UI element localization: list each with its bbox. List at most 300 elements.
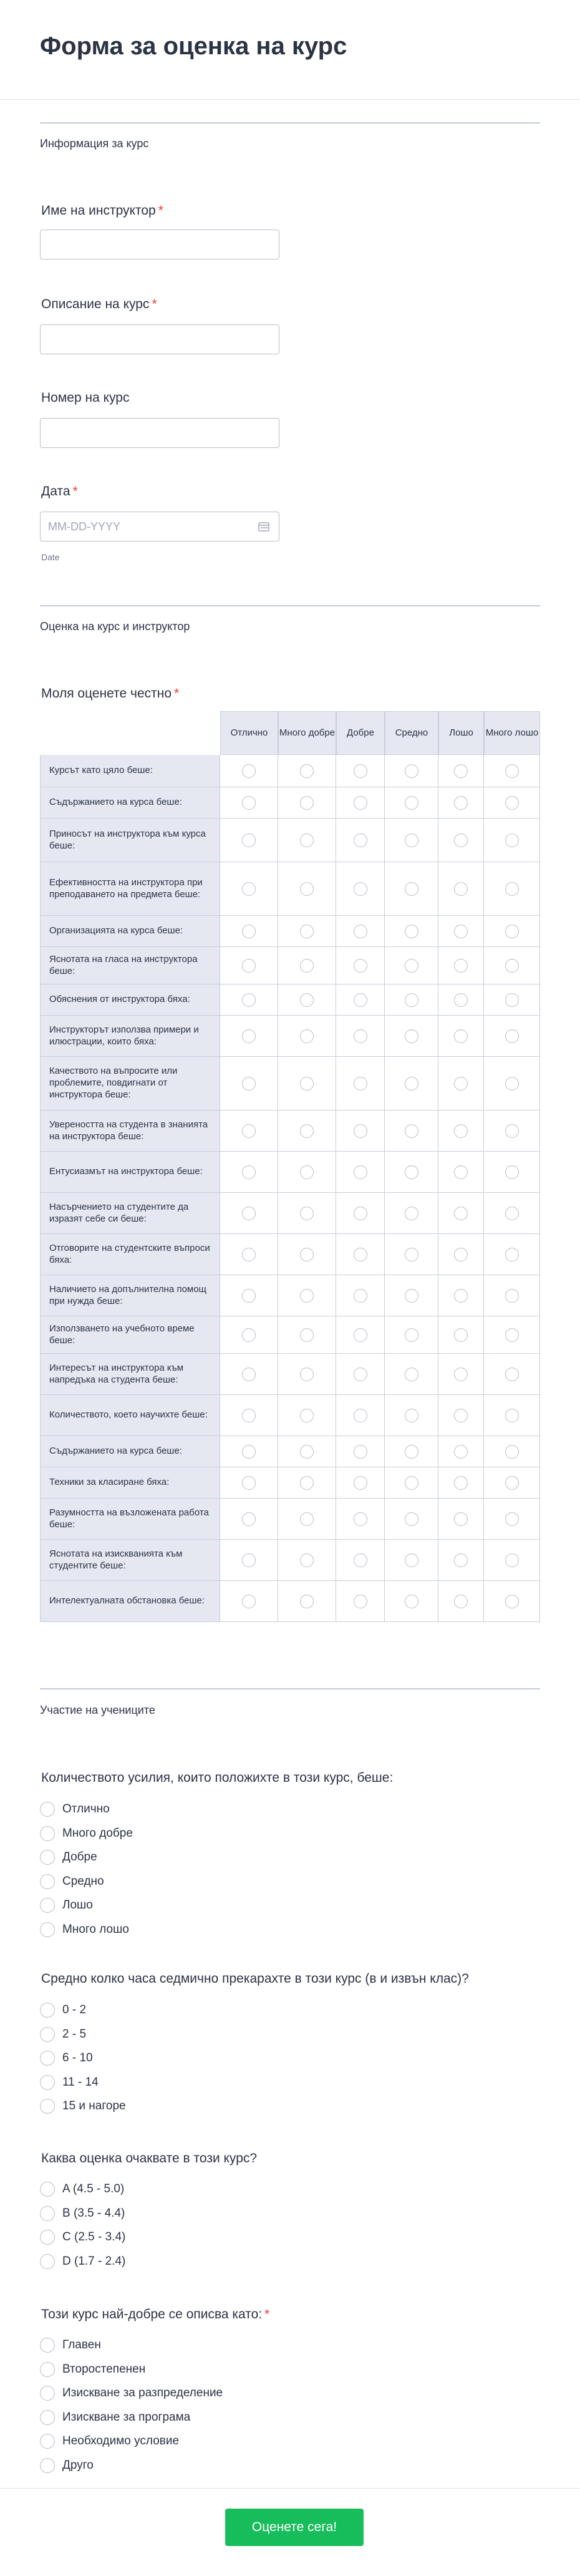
radio-option-label: 2 - 5 [62, 2027, 87, 2041]
matrix-column-header: Много лошо [484, 711, 540, 755]
question-label: Този курс най-добре се описва като: * [41, 2307, 270, 2321]
matrix-cell [220, 916, 278, 947]
radio-option-label: 15 и нагоре [62, 2099, 126, 2112]
radio-button[interactable] [40, 1922, 55, 1937]
matrix-radio[interactable] [405, 796, 418, 810]
radio-button[interactable] [40, 2338, 55, 2353]
date-input[interactable] [40, 512, 279, 542]
matrix-radio[interactable] [242, 882, 256, 896]
matrix-cell [220, 787, 278, 819]
matrix-cell [220, 1234, 278, 1275]
radio-option-label: Средно [62, 1874, 104, 1888]
matrix-radio[interactable] [300, 1512, 314, 1526]
matrix-cell [336, 947, 385, 984]
matrix-radio[interactable] [505, 1248, 519, 1261]
matrix-radio[interactable] [300, 1248, 314, 1261]
matrix-radio[interactable] [300, 925, 314, 938]
matrix-cell [220, 862, 278, 916]
matrix-column-header: Много добре [278, 711, 336, 755]
matrix-radio[interactable] [354, 1165, 367, 1179]
matrix-radio[interactable] [354, 764, 367, 778]
radio-button[interactable] [40, 1874, 55, 1889]
matrix-cell [336, 787, 385, 819]
matrix-radio[interactable] [454, 796, 468, 810]
radio-option-label: Много добре [62, 1826, 133, 1840]
matrix-cell [484, 1395, 540, 1436]
required-mark: * [152, 297, 157, 311]
matrix-cell [278, 1354, 336, 1395]
matrix-cell [438, 1275, 484, 1316]
radio-option[interactable] [40, 1920, 129, 1939]
matrix-radio[interactable] [405, 1553, 418, 1567]
matrix-radio[interactable] [505, 1207, 519, 1220]
matrix-radio[interactable] [454, 1029, 468, 1043]
radio-option[interactable] [40, 1872, 104, 1891]
matrix-radio[interactable] [454, 1409, 468, 1422]
matrix-radio[interactable] [354, 1476, 367, 1490]
matrix-radio[interactable] [405, 1248, 418, 1261]
matrix-label: Моля оценете честно * [41, 686, 180, 701]
matrix-radio[interactable] [300, 1207, 314, 1220]
matrix-radio[interactable] [354, 882, 367, 896]
matrix-cell [220, 1016, 278, 1057]
radio-option[interactable] [40, 2228, 125, 2247]
matrix-radio[interactable] [405, 1328, 418, 1342]
matrix-radio[interactable] [300, 1476, 314, 1490]
matrix-cell [278, 1193, 336, 1234]
matrix-radio[interactable] [242, 834, 256, 847]
matrix-cell [278, 1540, 336, 1581]
matrix-radio[interactable] [354, 1553, 367, 1567]
matrix-radio[interactable] [242, 1368, 256, 1381]
matrix-radio[interactable] [354, 1124, 367, 1138]
required-mark: * [174, 686, 180, 701]
matrix-radio[interactable] [505, 1512, 519, 1526]
radio-button[interactable] [40, 2206, 55, 2221]
matrix-row-label: Интересът на инструктора към напредъка на студента беше: [40, 1354, 220, 1395]
matrix-radio[interactable] [454, 959, 468, 973]
matrix-radio[interactable] [405, 834, 418, 847]
required-mark: * [158, 203, 163, 218]
matrix-cell [484, 916, 540, 947]
matrix-row-label: Съдържанието на курса беше: [40, 1436, 220, 1467]
matrix-radio[interactable] [505, 1553, 519, 1567]
course-number-label: Номер на курс [41, 391, 130, 405]
matrix-cell [484, 1316, 540, 1354]
matrix-radio[interactable] [454, 1328, 468, 1342]
matrix-row-label: Яснотата на гласа на инструктора беше: [40, 947, 220, 984]
radio-option[interactable] [40, 2408, 190, 2427]
radio-button[interactable] [40, 2003, 55, 2018]
matrix-radio[interactable] [454, 1553, 468, 1567]
matrix-radio[interactable] [454, 764, 468, 778]
matrix-radio[interactable] [354, 925, 367, 938]
matrix-radio[interactable] [405, 764, 418, 778]
matrix-radio[interactable] [454, 1476, 468, 1490]
matrix-radio[interactable] [505, 1165, 519, 1179]
matrix-radio[interactable] [354, 1445, 367, 1459]
course-description-label: Описание на курс * [41, 297, 157, 311]
matrix-radio[interactable] [405, 1445, 418, 1459]
required-mark: * [72, 484, 78, 498]
matrix-radio[interactable] [354, 1595, 367, 1608]
matrix-cell [484, 1581, 540, 1622]
matrix-cell [336, 819, 385, 862]
radio-option[interactable] [40, 2384, 223, 2403]
matrix-radio[interactable] [405, 1077, 418, 1091]
radio-button[interactable] [40, 2051, 55, 2066]
matrix-cell [438, 984, 484, 1016]
matrix-cell [385, 1354, 438, 1395]
matrix-row-label: Наличието на допълнителна помощ при нужда беше: [40, 1275, 220, 1316]
matrix-cell [336, 1436, 385, 1467]
course-number-input[interactable] [40, 418, 279, 448]
section-title-course-info: Информация за курс [40, 137, 149, 150]
matrix-cell [385, 1467, 438, 1499]
matrix-radio[interactable] [505, 1289, 519, 1303]
matrix-radio[interactable] [405, 1029, 418, 1043]
matrix-radio[interactable] [300, 796, 314, 810]
matrix-radio[interactable] [505, 764, 519, 778]
matrix-radio[interactable] [242, 1077, 256, 1091]
matrix-radio[interactable] [354, 834, 367, 847]
radio-option[interactable] [40, 2204, 125, 2223]
matrix-radio[interactable] [300, 1553, 314, 1567]
matrix-column-header: Отлично [220, 711, 278, 755]
matrix-radio[interactable] [354, 1077, 367, 1091]
radio-option[interactable] [40, 1800, 110, 1819]
radio-button[interactable] [40, 2386, 55, 2401]
matrix-cell [336, 1540, 385, 1581]
matrix-cell [220, 1395, 278, 1436]
radio-option-label: A (4.5 - 5.0) [62, 2182, 125, 2195]
matrix-cell [438, 1467, 484, 1499]
matrix-cell [385, 1152, 438, 1193]
question-label: Количеството усилия, които положихте в този курс, беше: [41, 1771, 394, 1785]
radio-button[interactable] [40, 2099, 55, 2114]
matrix-radio[interactable] [454, 1512, 468, 1526]
matrix-radio[interactable] [242, 1553, 256, 1567]
matrix-radio[interactable] [505, 1409, 519, 1422]
matrix-radio[interactable] [354, 1289, 367, 1303]
radio-option-label: Отлично [62, 1802, 110, 1815]
matrix-cell [484, 1193, 540, 1234]
matrix-cell [385, 1193, 438, 1234]
matrix-radio[interactable] [242, 959, 256, 973]
matrix-radio[interactable] [505, 882, 519, 896]
matrix-radio[interactable] [505, 834, 519, 847]
matrix-radio[interactable] [454, 993, 468, 1007]
matrix-radio[interactable] [354, 1207, 367, 1220]
matrix-radio[interactable] [405, 1595, 418, 1608]
matrix-cell [278, 1316, 336, 1354]
matrix-radio[interactable] [300, 764, 314, 778]
matrix-radio[interactable] [405, 1409, 418, 1422]
matrix-radio[interactable] [242, 1512, 256, 1526]
matrix-radio[interactable] [354, 1328, 367, 1342]
submit-button[interactable]: Оценете сега! [225, 2509, 364, 2546]
matrix-cell [385, 1057, 438, 1111]
matrix-radio[interactable] [354, 1029, 367, 1043]
matrix-cell [278, 862, 336, 916]
matrix-radio[interactable] [405, 1124, 418, 1138]
matrix-radio[interactable] [405, 1165, 418, 1179]
matrix-radio[interactable] [454, 1289, 468, 1303]
radio-button[interactable] [40, 2230, 55, 2245]
matrix-radio[interactable] [405, 993, 418, 1007]
radio-option[interactable] [40, 1824, 133, 1843]
matrix-radio[interactable] [242, 1445, 256, 1459]
matrix-radio[interactable] [454, 1248, 468, 1261]
radio-button[interactable] [40, 1826, 55, 1841]
matrix-radio[interactable] [242, 1328, 256, 1342]
matrix-radio[interactable] [505, 1476, 519, 1490]
matrix-radio[interactable] [505, 925, 519, 938]
matrix-cell [438, 1193, 484, 1234]
matrix-cell [278, 947, 336, 984]
matrix-radio[interactable] [405, 1289, 418, 1303]
matrix-radio[interactable] [300, 1124, 314, 1138]
matrix-radio[interactable] [354, 1409, 367, 1422]
radio-option-label: Необходимо условие [62, 2434, 180, 2447]
matrix-radio[interactable] [505, 1328, 519, 1342]
matrix-radio[interactable] [242, 1409, 256, 1422]
matrix-cell [220, 1152, 278, 1193]
radio-option[interactable] [40, 2456, 94, 2475]
radio-option[interactable] [40, 2049, 93, 2068]
matrix-radio[interactable] [242, 796, 256, 810]
matrix-cell [438, 916, 484, 947]
matrix-radio[interactable] [454, 1165, 468, 1179]
matrix-cell [336, 1581, 385, 1622]
matrix-radio[interactable] [505, 959, 519, 973]
radio-option-label: Главен [62, 2338, 101, 2351]
section-divider [40, 605, 540, 606]
matrix-cell [278, 1057, 336, 1111]
matrix-radio[interactable] [300, 882, 314, 896]
matrix-cell [385, 1111, 438, 1152]
matrix-radio[interactable] [300, 1165, 314, 1179]
matrix-radio[interactable] [405, 959, 418, 973]
matrix-radio[interactable] [454, 1124, 468, 1138]
matrix-radio[interactable] [300, 1445, 314, 1459]
radio-button[interactable] [40, 2434, 55, 2449]
matrix-cell [484, 787, 540, 819]
matrix-cell [278, 916, 336, 947]
radio-button[interactable] [40, 2027, 55, 2042]
matrix-cell [484, 1467, 540, 1499]
matrix-radio[interactable] [454, 834, 468, 847]
radio-button[interactable] [40, 1850, 55, 1865]
matrix-cell [484, 1152, 540, 1193]
radio-option-label: Друго [62, 2458, 94, 2472]
matrix-cell [385, 1275, 438, 1316]
matrix-radio[interactable] [405, 1476, 418, 1490]
radio-option[interactable] [40, 2432, 179, 2451]
instructor-name-label: Име на инструктор * [41, 203, 163, 218]
matrix-radio[interactable] [242, 1595, 256, 1608]
matrix-cell [278, 1436, 336, 1467]
instructor-name-input[interactable] [40, 230, 279, 260]
matrix-radio[interactable] [354, 1248, 367, 1261]
matrix-radio[interactable] [354, 1368, 367, 1381]
matrix-radio[interactable] [300, 1595, 314, 1608]
radio-option-label: Много лошо [62, 1922, 129, 1936]
matrix-radio[interactable] [354, 993, 367, 1007]
radio-option[interactable] [40, 2336, 101, 2355]
radio-option-label: 0 - 2 [62, 2003, 87, 2016]
radio-button[interactable] [40, 2254, 55, 2269]
matrix-cell [336, 1111, 385, 1152]
matrix-radio[interactable] [505, 1124, 519, 1138]
matrix-radio[interactable] [300, 1289, 314, 1303]
radio-option[interactable] [40, 2001, 86, 2019]
matrix-radio[interactable] [405, 1368, 418, 1381]
matrix-radio[interactable] [242, 1029, 256, 1043]
matrix-row-label: Яснотата на изискванията към студентите беше: [40, 1540, 220, 1581]
matrix-cell [278, 1581, 336, 1622]
matrix-radio[interactable] [505, 1368, 519, 1381]
matrix-cell [484, 984, 540, 1016]
question-label: Каква оценка очаквате в този курс? [41, 2151, 258, 2165]
matrix-column-header: Лошо [438, 711, 484, 755]
matrix-cell [484, 1436, 540, 1467]
radio-option[interactable] [40, 2073, 99, 2092]
matrix-cell [220, 1436, 278, 1467]
radio-option[interactable] [40, 2180, 124, 2199]
matrix-row-label: Ентусиазмът на инструктора беше: [40, 1152, 220, 1193]
matrix-cell [220, 1275, 278, 1316]
radio-button[interactable] [40, 1802, 55, 1817]
matrix-radio[interactable] [300, 1029, 314, 1043]
matrix-cell [438, 819, 484, 862]
matrix-radio[interactable] [300, 1328, 314, 1342]
radio-button[interactable] [40, 2410, 55, 2425]
question-label: Средно колко часа седмично прекарахте в този курс (в и извън клас)? [41, 1971, 469, 1986]
form-header [0, 0, 580, 100]
radio-option-label: B (3.5 - 4.4) [62, 2206, 125, 2220]
matrix-cell [438, 1436, 484, 1467]
matrix-row-label: Разумността на възложената работа беше: [40, 1499, 220, 1540]
matrix-radio[interactable] [242, 993, 256, 1007]
radio-option-label: Лошо [62, 1898, 93, 1912]
matrix-radio[interactable] [354, 959, 367, 973]
calendar-icon[interactable] [258, 522, 269, 532]
radio-button[interactable] [40, 2182, 55, 2197]
matrix-column-header: Средно [385, 711, 438, 755]
matrix-radio[interactable] [354, 1512, 367, 1526]
radio-button[interactable] [40, 2075, 55, 2090]
matrix-row-label: Инструкторът използва примери и илюстрации, които бяха: [40, 1016, 220, 1057]
matrix-cell [336, 1234, 385, 1275]
matrix-radio[interactable] [242, 925, 256, 938]
matrix-cell [336, 1275, 385, 1316]
radio-option-label: 11 - 14 [62, 2075, 99, 2089]
matrix-radio[interactable] [454, 1077, 468, 1091]
matrix-cell [220, 1540, 278, 1581]
matrix-radio[interactable] [454, 882, 468, 896]
matrix-radio[interactable] [505, 796, 519, 810]
matrix-cell [484, 947, 540, 984]
radio-option[interactable] [40, 2360, 145, 2379]
matrix-radio[interactable] [242, 764, 256, 778]
matrix-cell [278, 1111, 336, 1152]
radio-option[interactable] [40, 2097, 126, 2116]
radio-button[interactable] [40, 2458, 55, 2473]
radio-button[interactable] [40, 2362, 55, 2377]
matrix-cell [438, 947, 484, 984]
matrix-radio[interactable] [300, 1368, 314, 1381]
matrix-cell [385, 1016, 438, 1057]
matrix-cell [385, 787, 438, 819]
matrix-radio[interactable] [505, 1029, 519, 1043]
matrix-cell [278, 1499, 336, 1540]
matrix-radio[interactable] [505, 1077, 519, 1091]
matrix-cell [385, 1316, 438, 1354]
matrix-cell [438, 862, 484, 916]
matrix-radio[interactable] [454, 1595, 468, 1608]
matrix-cell [484, 1275, 540, 1316]
matrix-radio[interactable] [242, 1248, 256, 1261]
matrix-radio[interactable] [242, 1207, 256, 1220]
matrix-radio[interactable] [405, 882, 418, 896]
matrix-cell [385, 984, 438, 1016]
matrix-radio[interactable] [405, 1512, 418, 1526]
matrix-radio[interactable] [300, 1077, 314, 1091]
matrix-radio[interactable] [300, 1409, 314, 1422]
matrix-cell [220, 755, 278, 787]
matrix-cell [336, 755, 385, 787]
matrix-radio[interactable] [454, 1445, 468, 1459]
matrix-cell [220, 1581, 278, 1622]
matrix-row-label: Организацията на курса беше: [40, 916, 220, 947]
matrix-radio[interactable] [242, 1124, 256, 1138]
matrix-radio[interactable] [454, 1207, 468, 1220]
matrix-radio[interactable] [354, 796, 367, 810]
matrix-cell [438, 1540, 484, 1581]
matrix-cell [484, 1016, 540, 1057]
radio-button[interactable] [40, 1898, 55, 1913]
matrix-radio[interactable] [242, 1289, 256, 1303]
matrix-radio[interactable] [242, 1476, 256, 1490]
matrix-radio[interactable] [454, 1368, 468, 1381]
course-description-input[interactable] [40, 324, 279, 354]
matrix-cell [438, 755, 484, 787]
matrix-cell [484, 1354, 540, 1395]
matrix-radio[interactable] [505, 1445, 519, 1459]
radio-option[interactable] [40, 1896, 93, 1915]
matrix-radio[interactable] [242, 1165, 256, 1179]
footer-divider [0, 2488, 580, 2489]
matrix-radio[interactable] [405, 1207, 418, 1220]
matrix-cell [438, 1234, 484, 1275]
matrix-radio[interactable] [505, 1595, 519, 1608]
matrix-radio[interactable] [505, 993, 519, 1007]
radio-option-label: D (1.7 - 2.4) [62, 2254, 126, 2268]
date-label: Дата * [41, 484, 78, 498]
matrix-radio[interactable] [454, 925, 468, 938]
matrix-cell [385, 819, 438, 862]
radio-option[interactable] [40, 2252, 125, 2271]
radio-option[interactable] [40, 2025, 86, 2044]
radio-option[interactable] [40, 1848, 97, 1867]
matrix-radio[interactable] [300, 959, 314, 973]
matrix-radio[interactable] [405, 925, 418, 938]
matrix-cell [438, 1057, 484, 1111]
matrix-cell [278, 819, 336, 862]
matrix-radio[interactable] [300, 993, 314, 1007]
matrix-radio[interactable] [300, 834, 314, 847]
